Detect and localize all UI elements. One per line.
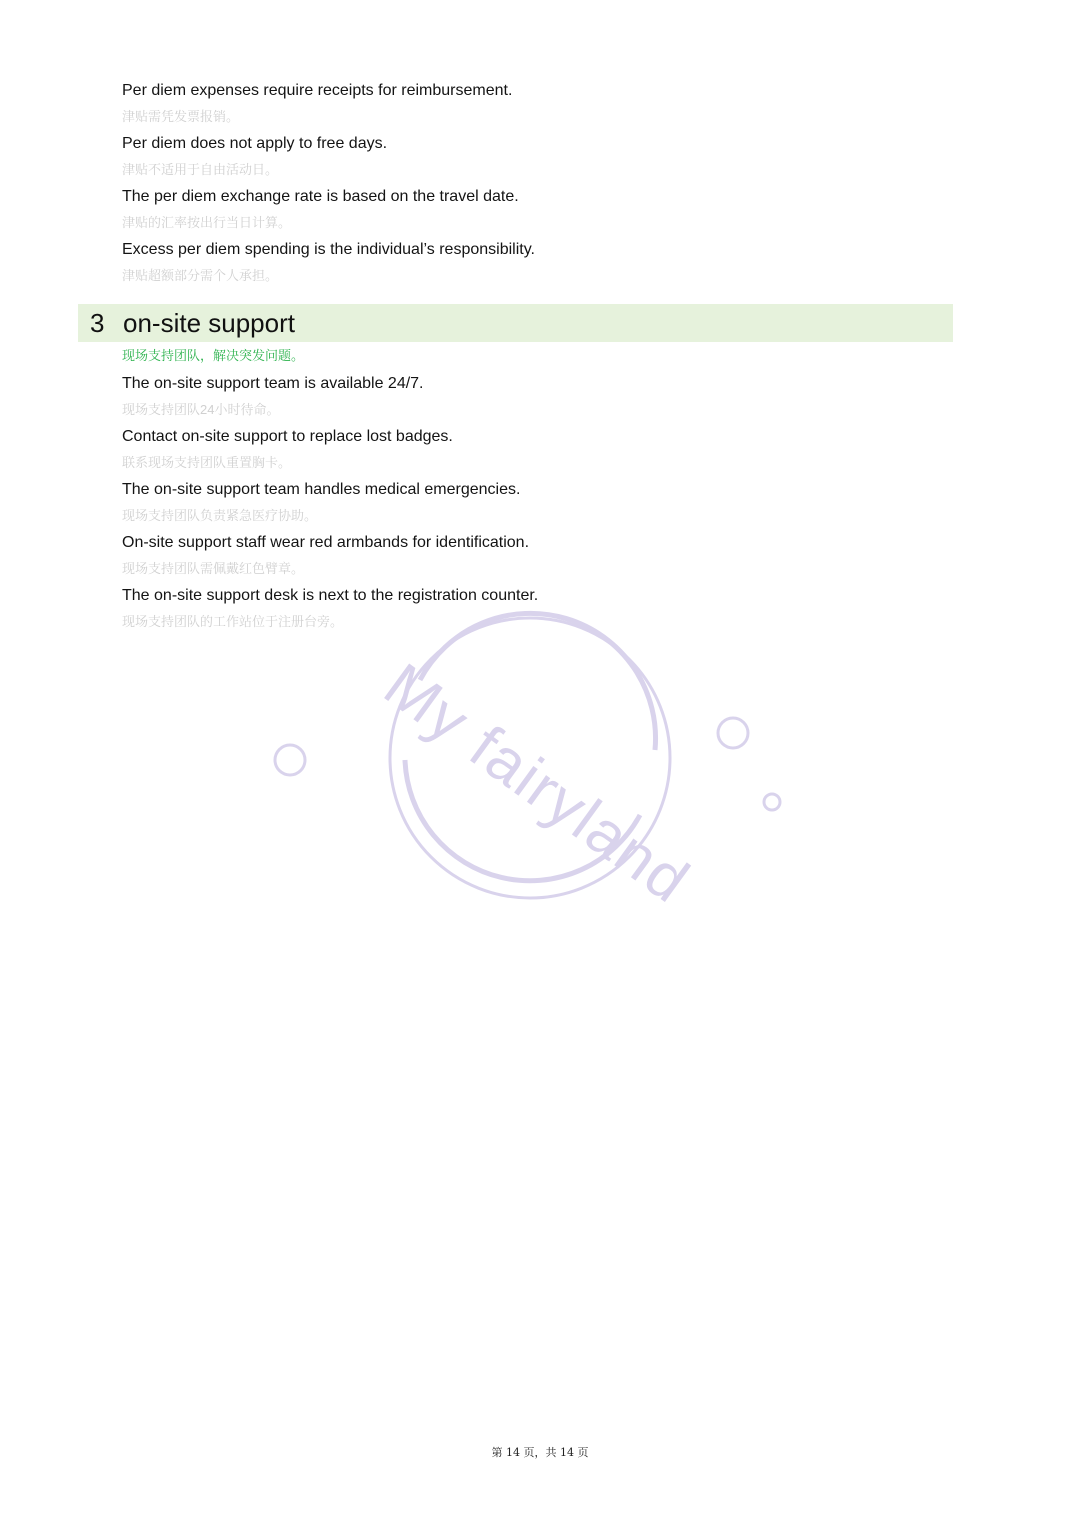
- section-number: 3: [90, 308, 105, 338]
- section-title: on-site support: [123, 308, 295, 338]
- sentence-en: The on-site support team handles medical emergencies.: [122, 481, 521, 498]
- sentence-en: Per diem expenses require receipts for reimbursement.: [122, 82, 513, 99]
- sentence-en: The per diem exchange rate is based on the travel date.: [122, 188, 519, 205]
- sentence-en: The on-site support team is available 24/7.: [122, 375, 424, 392]
- sentence-zh: 联系现场支持团队重置胸卡。: [122, 455, 292, 470]
- sentence-en: Contact on-site support to replace lost badges.: [122, 428, 453, 445]
- sentence-zh: 现场支持团队负责紧急医疗协助。: [122, 508, 318, 523]
- sentence-zh: 现场支持团队24小时待命。: [122, 402, 280, 417]
- sentence-zh: 现场支持团队需佩戴红色臂章。: [122, 561, 305, 576]
- sentence-zh: 津贴需凭发票报销。: [122, 109, 240, 124]
- sentence-zh: 津贴的汇率按出行当日计算。: [122, 215, 292, 230]
- sentence-en: On-site support staff wear red armbands for identification.: [122, 534, 530, 551]
- sentence-zh: 现场支持团队的工作站位于注册台旁。: [122, 614, 344, 629]
- sentence-en: Excess per diem spending is the individual’s responsibility.: [122, 241, 535, 258]
- watermark-text: My fairyland: [371, 650, 703, 917]
- section-subtitle: 现场支持团队，解决突发问题。: [122, 348, 305, 363]
- sentence-en: Per diem does not apply to free days.: [122, 135, 388, 152]
- sentence-en: The on-site support desk is next to the registration counter.: [122, 587, 539, 604]
- sentence-zh: 津贴不适用于自由活动日。: [122, 162, 279, 177]
- watermark-logo: [260, 600, 820, 920]
- page-footer: 第 14 页，共 14 页: [491, 1446, 589, 1459]
- section-heading-bar: [78, 304, 953, 342]
- sentence-zh: 津贴超额部分需个人承担。: [122, 268, 279, 283]
